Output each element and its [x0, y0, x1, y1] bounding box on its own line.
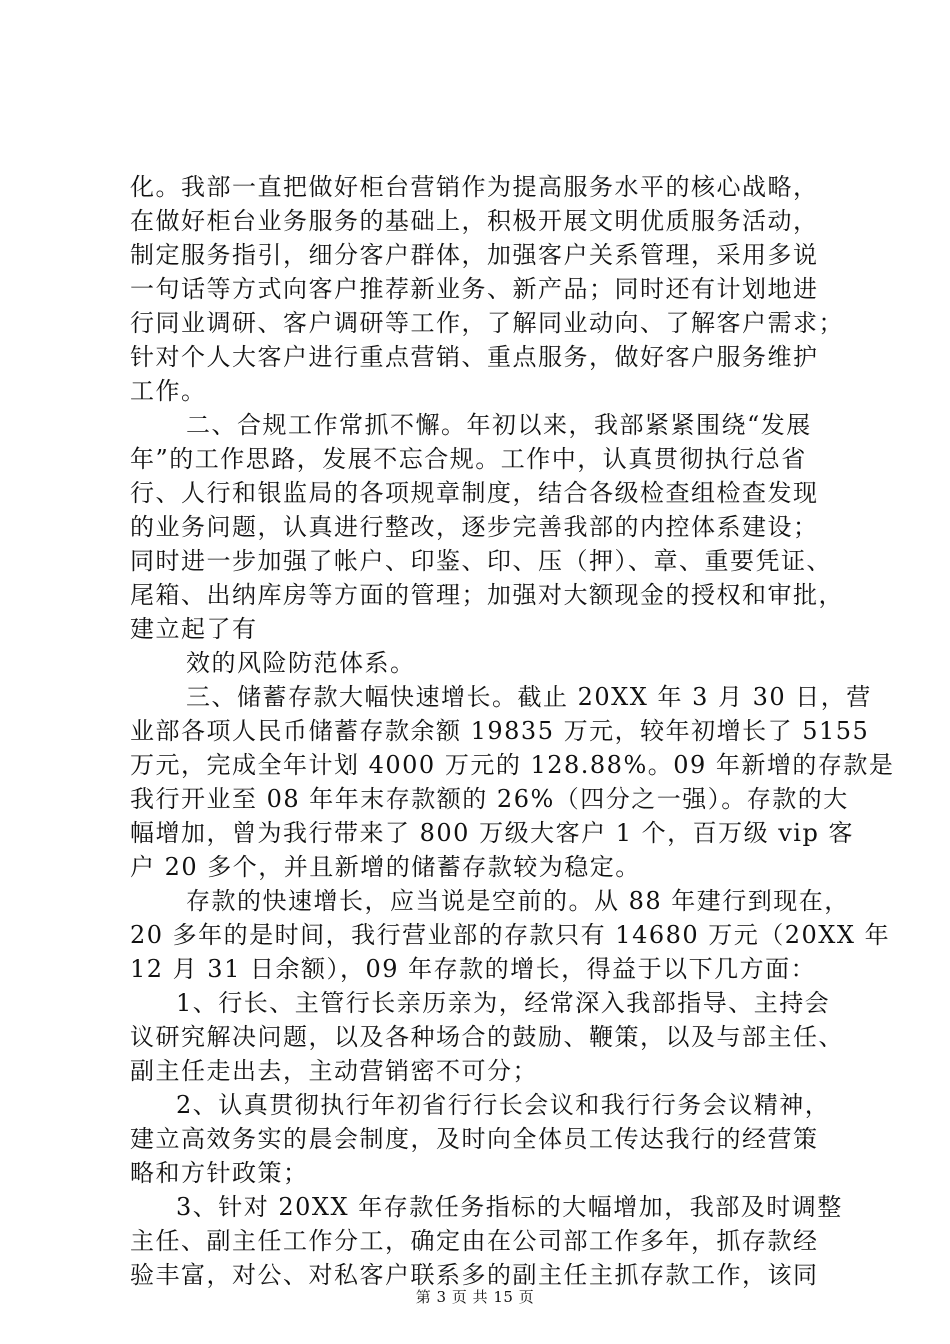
page-footer: 第 3 页 共 15 页 [415, 1288, 535, 1306]
body-text-line: 在做好柜台业务服务的基础上，积极开展文明优质服务活动， [130, 207, 819, 235]
body-text-line: 三、储蓄存款大幅快速增长。截止 20XX 年 3 月 30 日，营 [186, 683, 872, 711]
body-text-line: 制定服务指引，细分客户群体，加强客户关系管理，采用多说 [130, 241, 819, 269]
body-text-line: 同时进一步加强了帐户、印鉴、印、压（押）、章、重要凭证、 [130, 547, 832, 575]
body-text-line: 的业务问题，认真进行整改，逐步完善我部的内控体系建设； [130, 513, 819, 541]
body-text-line: 12 月 31 日余额），09 年存款的增长，得益于以下几方面： [130, 955, 817, 983]
body-text-line: 针对个人大客户进行重点营销、重点服务，做好客户服务维护 [130, 343, 819, 371]
body-text-line: 行同业调研、客户调研等工作，了解同业动向、了解客户需求； [130, 309, 844, 337]
body-text-line: 行、人行和银监局的各项规章制度，结合各级检查组检查发现 [130, 479, 819, 507]
body-text-line: 年”的工作思路，发展不忘合规。工作中，认真贯彻执行总省 [130, 445, 807, 473]
body-text-line: 议研究解决问题，以及各种场合的鼓励、鞭策，以及与部主任、 [130, 1023, 844, 1051]
body-text-line: 二、合规工作常抓不懈。年初以来，我部紧紧围绕“发展 [186, 411, 812, 439]
body-text-line: 效的风险防范体系。 [186, 649, 416, 677]
body-text-line: 建立起了有 [130, 615, 258, 643]
body-text-line: 主任、副主任工作分工，确定由在公司部工作多年，抓存款经 [130, 1227, 819, 1255]
body-text-line: 尾箱、出纳库房等方面的管理；加强对大额现金的授权和审批， [130, 581, 844, 609]
body-text-line: 户 20 多个，并且新增的储蓄存款较为稳定。 [130, 853, 641, 881]
body-text-line: 3、针对 20XX 年存款任务指标的大幅增加，我部及时调整 [176, 1193, 843, 1221]
body-text-line: 1、行长、主管行长亲历亲为，经常深入我部指导、主持会 [176, 989, 831, 1017]
body-text-line: 副主任走出去，主动营销密不可分； [130, 1057, 538, 1085]
body-text-line: 存款的快速增长，应当说是空前的。从 88 年建行到现在， [186, 887, 850, 915]
body-text-line: 略和方针政策； [130, 1159, 309, 1187]
body-text-line: 幅增加，曾为我行带来了 800 万级大客户 1 个，百万级 vip 客 [130, 819, 854, 847]
body-text-line: 业部各项人民币储蓄存款余额 19835 万元，较年初增长了 5155 [130, 717, 870, 745]
body-text-line: 我行开业至 08 年年末存款额的 26%（四分之一强）。存款的大 [130, 785, 849, 813]
body-text-line: 建立高效务实的晨会制度，及时向全体员工传达我行的经营策 [130, 1125, 819, 1153]
body-text-line: 2、认真贯彻执行年初省行行长会议和我行行务会议精神， [176, 1091, 831, 1119]
body-text-line: 一句话等方式向客户推荐新业务、新产品；同时还有计划地进 [130, 275, 819, 303]
body-text-line: 20 多年的是时间，我行营业部的存款只有 14680 万元（20XX 年 [130, 921, 891, 949]
body-text-line: 验丰富，对公、对私客户联系多的副主任主抓存款工作，该同 [130, 1261, 819, 1289]
body-text-line: 工作。 [130, 377, 207, 405]
body-text-line: 万元，完成全年计划 4000 万元的 128.88%。09 年新增的存款是 [130, 751, 895, 779]
body-text-line: 化。我部一直把做好柜台营销作为提高服务水平的核心战略， [130, 173, 819, 201]
